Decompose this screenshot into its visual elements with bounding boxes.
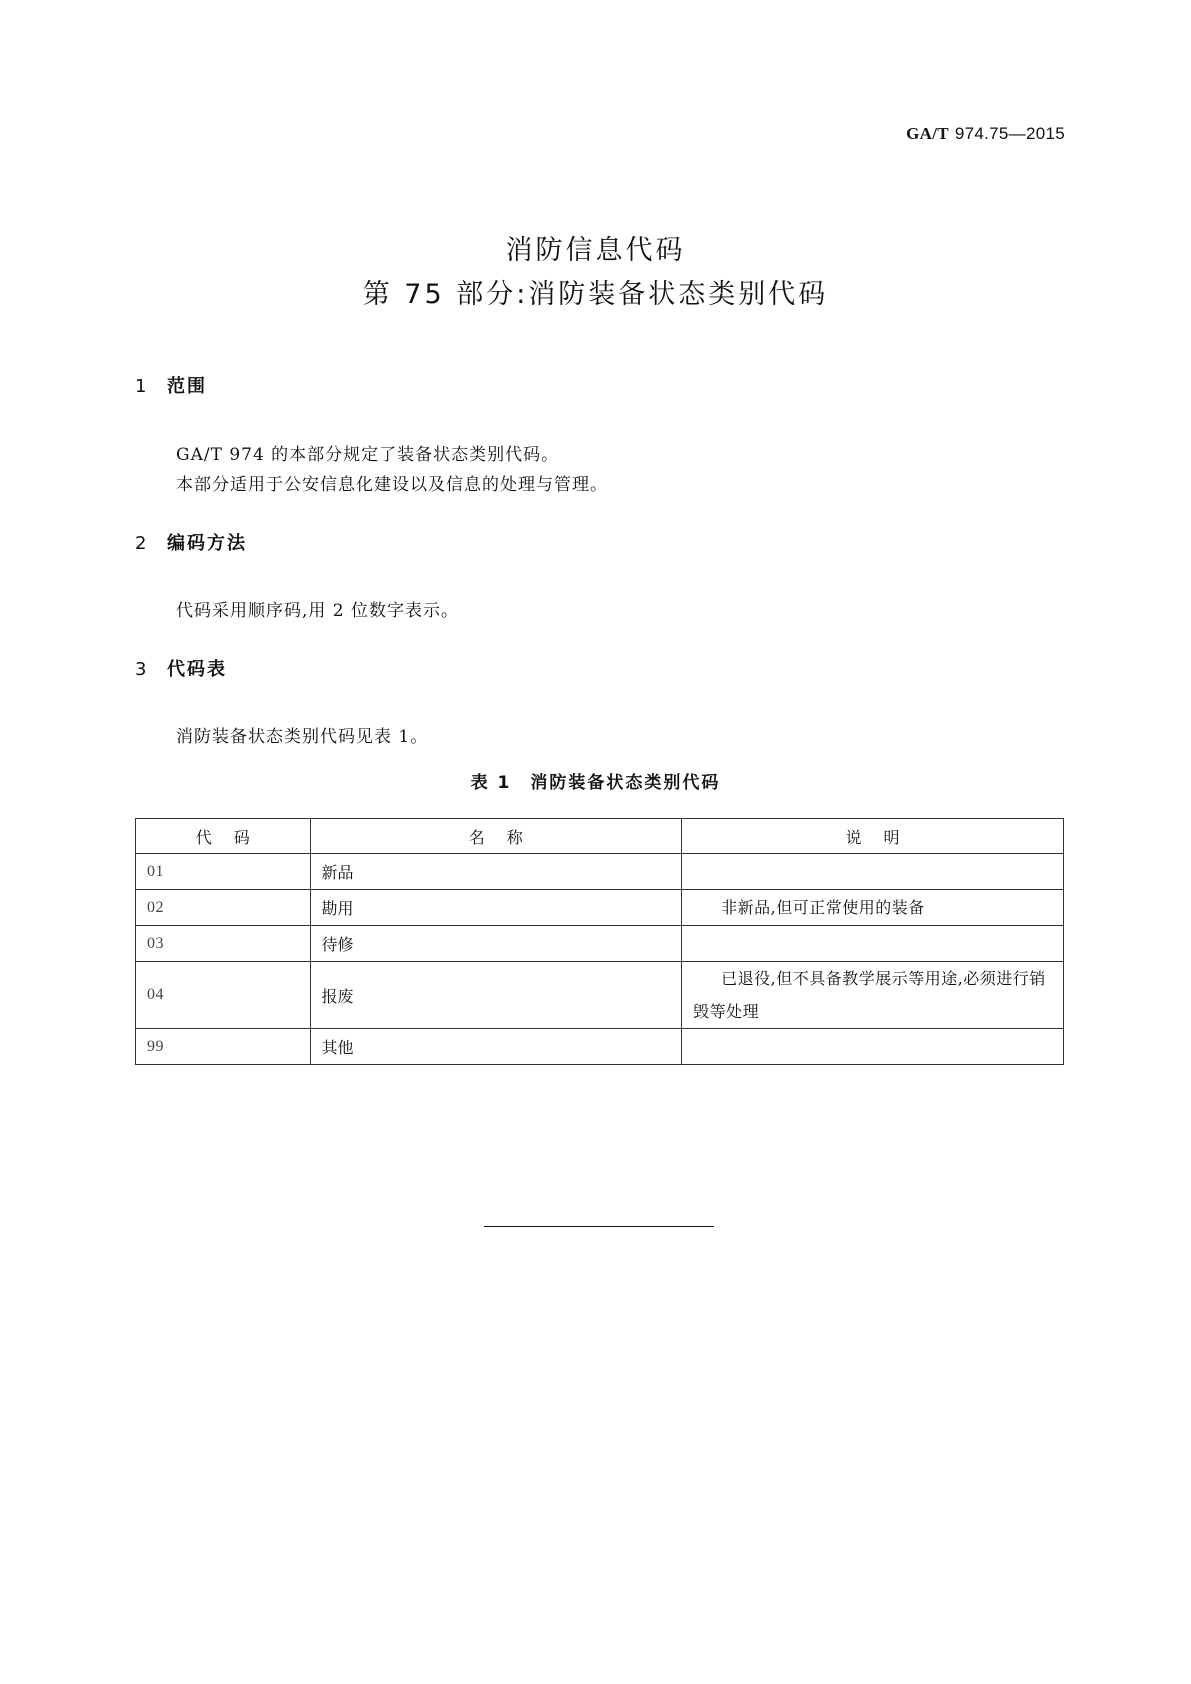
standard-number: 974.75—2015 xyxy=(954,124,1065,143)
section-heading-code-table xyxy=(135,655,227,681)
standard-code xyxy=(906,124,1065,144)
column-header-description: 说明 xyxy=(682,819,1064,854)
code-table xyxy=(135,818,1064,1065)
document-title: 消防信息代码 xyxy=(505,235,686,266)
description-cell xyxy=(682,1029,1064,1065)
document-subtitle: 第 75 部分:消防装备状态类别代码 xyxy=(362,279,829,310)
section-number: 3 xyxy=(135,659,147,680)
section-heading-coding-method xyxy=(135,529,247,555)
paragraph: 本部分适用于公安信息化建设以及信息的处理与管理。 xyxy=(176,475,608,495)
table-header-row xyxy=(136,819,1064,854)
section-number: 2 xyxy=(135,533,147,554)
section-title: 代码表 xyxy=(167,659,227,680)
code-cell: 01 xyxy=(136,854,311,890)
section-heading-scope xyxy=(135,372,207,398)
table-row xyxy=(136,854,1064,890)
code-cell: 03 xyxy=(136,926,311,962)
description-cell xyxy=(682,926,1064,962)
table-row xyxy=(136,962,1064,1029)
description-cell xyxy=(682,854,1064,890)
code-cell: 04 xyxy=(136,962,311,1029)
description-cell: 已退役,但不具备教学展示等用途,必须进行销毁等处理 xyxy=(682,962,1064,1029)
end-of-document-rule xyxy=(484,1226,714,1227)
name-cell: 其他 xyxy=(310,1029,682,1065)
name-cell: 新品 xyxy=(310,854,682,890)
table-row xyxy=(136,926,1064,962)
section-title: 范围 xyxy=(167,376,207,397)
section-number: 1 xyxy=(135,376,147,397)
paragraph: 代码采用顺序码,用 2 位数字表示。 xyxy=(176,601,460,621)
table-row xyxy=(136,890,1064,926)
table-caption: 表 1 消防装备状态类别代码 xyxy=(470,773,721,793)
section-title: 编码方法 xyxy=(167,533,247,554)
name-cell: 勘用 xyxy=(310,890,682,926)
column-header-name: 名称 xyxy=(310,819,682,854)
name-cell: 报废 xyxy=(310,962,682,1029)
name-cell: 待修 xyxy=(310,926,682,962)
standard-prefix: GA/T xyxy=(906,124,949,143)
description-cell: 非新品,但可正常使用的装备 xyxy=(682,890,1064,926)
code-cell: 99 xyxy=(136,1029,311,1065)
table-row xyxy=(136,1029,1064,1065)
paragraph: 消防装备状态类别代码见表 1。 xyxy=(176,727,429,747)
column-header-code: 代码 xyxy=(136,819,311,854)
paragraph: GA/T 974 的本部分规定了装备状态类别代码。 xyxy=(176,445,560,465)
code-cell: 02 xyxy=(136,890,311,926)
